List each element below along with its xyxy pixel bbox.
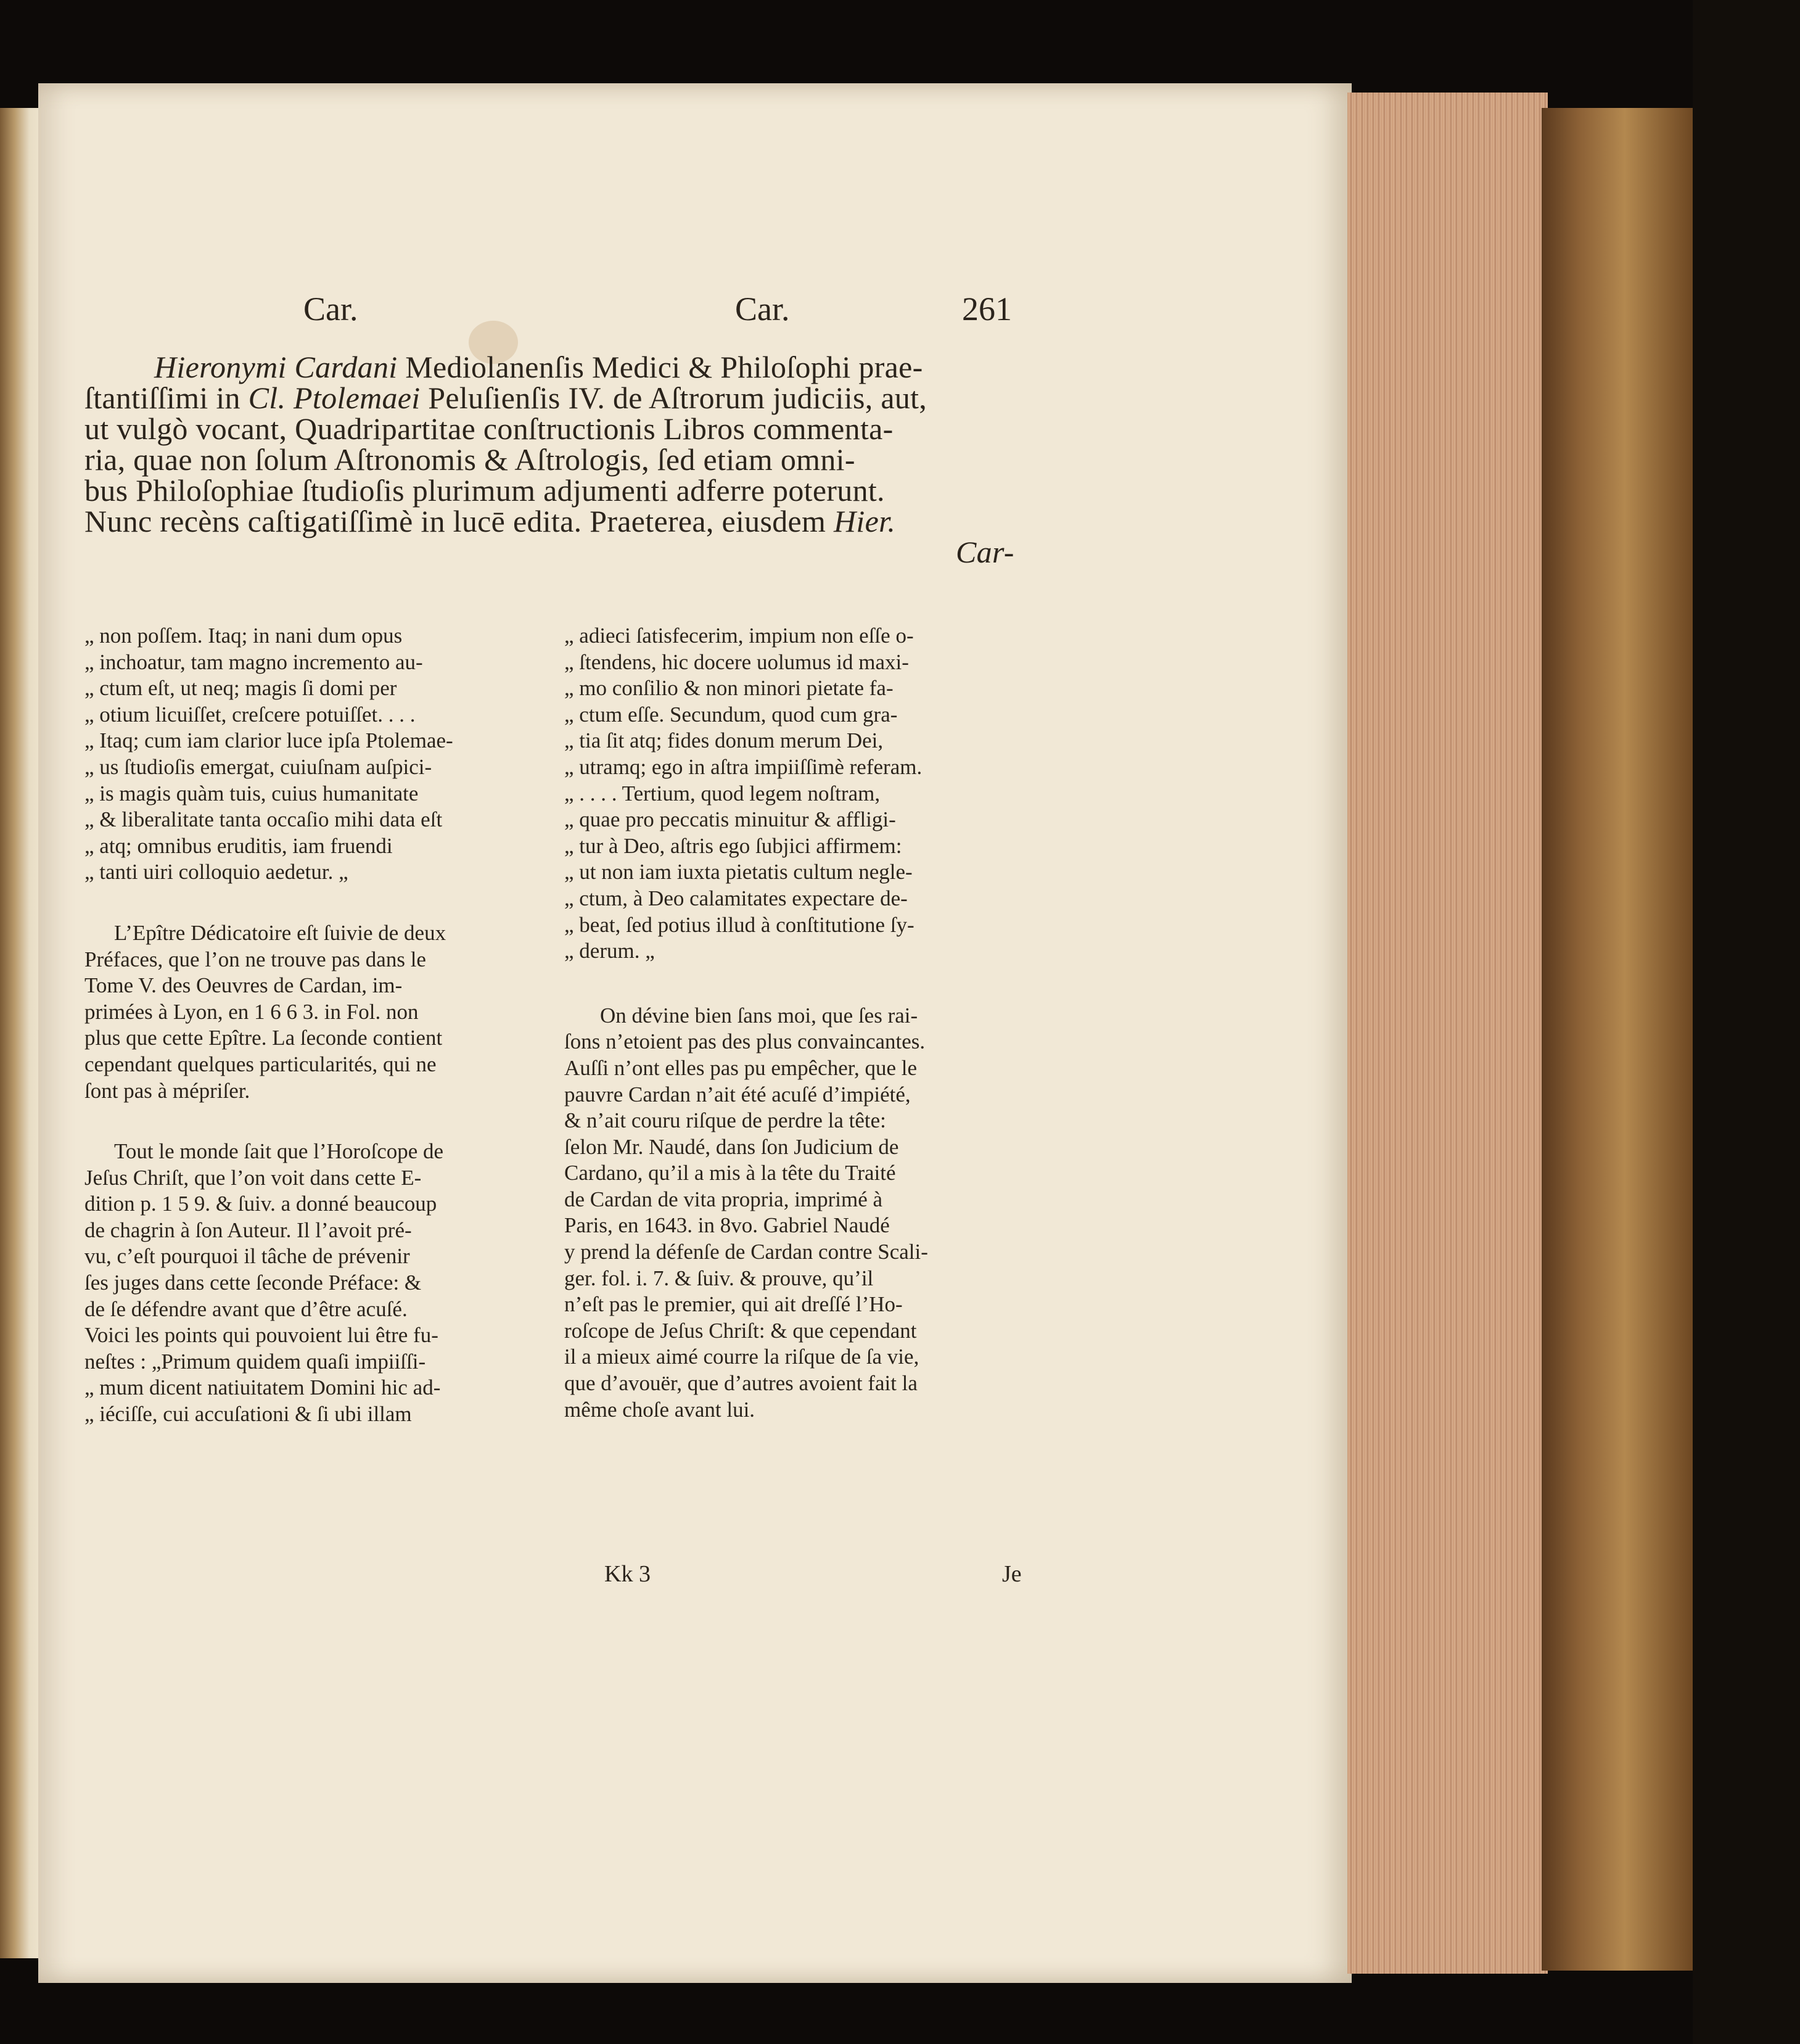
text-line: „ is magis quàm tuis, cuius humanitate	[84, 781, 419, 806]
text-line: „ iéciſſe, cui accuſationi & ſi ubi illam	[84, 1402, 412, 1427]
text-line: „ non poſſem. Itaq; in nani dum opus	[84, 624, 403, 648]
text-line: que d’avouër, que d’autres avoient fait la	[564, 1371, 918, 1396]
page-number: 261	[962, 291, 1012, 328]
text-line: „ ctum, à Deo calamitates expectare de-	[564, 886, 908, 910]
text-line: de chagrin à ſon Auteur. Il l’avoit pré-	[84, 1218, 412, 1242]
paragraph-line-1	[154, 352, 923, 382]
text-line: „ ſtendens, hic docere uolumus id maxi-	[564, 649, 909, 674]
paragraph-line-2	[84, 382, 927, 413]
text-line: pauvre Cardan n’ait été acuſé d’impiété,	[564, 1082, 911, 1106]
text-line: ger. fol. i. 7. & ſuiv. & prouve, qu’il	[564, 1266, 874, 1290]
catchword-bottom: Je	[1002, 1561, 1022, 1587]
text-line: „ adieci ſatisfecerim, impium non eſſe o-	[564, 624, 914, 648]
paragraph-line-6	[84, 506, 895, 537]
text-line: dition p. 1 5 9. & ſuiv. a donné beaucoup	[84, 1192, 437, 1216]
text-line: roſcope de Jeſus Chriſt: & que cependant	[564, 1318, 917, 1343]
page-block-edge	[1347, 93, 1548, 1974]
scan-background	[1693, 0, 1800, 2044]
author-name: Hieronymi Cardani	[154, 350, 398, 384]
text-line: cependant quelques particularités, qui ne	[84, 1052, 437, 1076]
text-line: n’eſt pas le premier, qui ait dreſſé l’Ho-	[564, 1292, 903, 1317]
text-line: „ ut non iam iuxta pietatis cultum negle-	[564, 860, 913, 884]
text-line: même choſe avant lui.	[564, 1397, 755, 1422]
text-line: il a mieux aimé courre la riſque de ſa vie,	[564, 1345, 919, 1369]
text-line: „ quae pro peccatis minuitur & affligi-	[564, 807, 896, 832]
text-line: Paris, en 1643. in 8vo. Gabriel Naudé	[564, 1213, 890, 1238]
text-line: „ tanti uiri colloquio aedetur. „	[84, 860, 348, 884]
right-column	[564, 623, 1030, 1423]
text-line: ſont pas à mépriſer.	[84, 1078, 250, 1103]
text-line: „ tia ſit atq; fides donum merum Dei,	[564, 728, 884, 753]
text-line: ſons n’etoient pas des plus convaincantes.	[564, 1029, 926, 1054]
text-line: „ otium licuiſſet, creſcere potuiſſet. . . .	[84, 702, 416, 727]
left-page-edge	[0, 108, 42, 1958]
text-line: On dévine bien ſans moi, que ſes rai-	[600, 1003, 918, 1028]
text-line: „ ctum eſt, ut neq; magis ſi domi per	[84, 676, 397, 701]
text-line: „ derum. „	[564, 939, 655, 963]
text-segment: Nunc recèns caſtigatiſſimè in lucē edita. Praeterea, eiusdem	[84, 504, 834, 538]
text-line: „ & liberalitate tanta occaſio mihi data eſt	[84, 807, 443, 832]
text-line: „ tur à Deo, aſtris ego ſubjici affirmem:	[564, 833, 902, 858]
running-head-center: Car.	[735, 291, 790, 328]
paragraph-line-4: ria, quae non ſolum Aſtronomis & Aſtrologis, ſed etiam omni-	[84, 442, 855, 477]
text-line: „ Itaq; cum iam clarior luce ipſa Ptolemae-	[84, 728, 453, 753]
text-line: ſelon Mr. Naudé, dans ſon Judicium de	[564, 1134, 899, 1159]
text-line: „ utramq; ego in aſtra impiiſſimè referam.	[564, 754, 923, 779]
text-line: de Cardan de vita propria, imprimé à	[564, 1187, 883, 1211]
text-line: Jeſus Chriſt, que l’on voit dans cette E-	[84, 1165, 422, 1190]
text-line: Auſſi n’ont elles pas pu empêcher, que le	[564, 1055, 918, 1080]
ptolemy-name: Cl. Ptolemaei	[248, 381, 421, 415]
text-line: Voici les points qui pouvoient lui être fu-	[84, 1323, 438, 1348]
text-segment: ſtantiſſimi in	[84, 381, 249, 415]
text-line: „ beat, ſed potius illud à conſtitutione ſy-	[564, 912, 914, 937]
text-line: Tout le monde ſait que l’Horoſcope de	[114, 1139, 444, 1164]
paragraph-line-5: bus Philoſophiae ſtudioſis plurimum adjumenti adferre poterunt.	[84, 473, 885, 508]
left-column	[84, 623, 498, 1428]
text-line: y prend la défenſe de Cardan contre Scali-	[564, 1240, 928, 1264]
text-line: de ſe défendre avant que d’être acuſé.	[84, 1296, 408, 1321]
text-line: primées à Lyon, en 1 6 6 3. in Fol. non	[84, 999, 419, 1024]
text-segment: Mediolanenſis Medici & Philoſophi prae-	[397, 350, 923, 384]
paragraph-line-3: ut vulgò vocant, Quadripartitae conſtructionis Libros commenta-	[84, 411, 894, 446]
text-line: „ mum dicent natiuitatem Domini hic ad-	[84, 1375, 441, 1400]
catchword-top: Car-	[956, 535, 1014, 569]
text-line: ſes juges dans cette ſeconde Préface: &	[84, 1271, 422, 1295]
signature-mark: Kk 3	[604, 1561, 651, 1587]
text-line: „ inchoatur, tam magno incremento au-	[84, 649, 423, 674]
text-line: Cardano, qu’il a mis à la tête du Traité	[564, 1161, 896, 1185]
text-line: plus que cette Epître. La ſeconde contient	[84, 1026, 443, 1050]
text-italic: Hier.	[834, 504, 896, 538]
text-line: vu, c’eſt pourquoi il tâche de prévenir	[84, 1244, 410, 1269]
text-line: Préfaces, que l’on ne trouve pas dans le	[84, 947, 426, 971]
text-line: „ . . . . Tertium, quod legem noſtram,	[564, 781, 881, 806]
book-cover-board	[1542, 108, 1693, 1971]
text-line: Tome V. des Oeuvres de Cardan, im-	[84, 973, 403, 998]
text-line: „ us ſtudioſis emergat, cuiuſnam auſpici-	[84, 754, 432, 779]
text-segment: Peluſienſis IV. de Aſtrorum judiciis, aut,	[420, 381, 927, 415]
text-line: & n’ait couru riſque de perdre la tête:	[564, 1108, 886, 1133]
text-line: „ atq; omnibus eruditis, iam fruendi	[84, 833, 393, 858]
running-head-left: Car.	[303, 291, 358, 328]
text-line: L’Epître Dédicatoire eſt ſuivie de deux	[114, 920, 446, 945]
text-line: „ mo conſilio & non minori pietate fa-	[564, 676, 894, 701]
text-line: neſtes : „Primum quidem quaſi impiiſſi-	[84, 1349, 426, 1374]
text-line: „ ctum eſſe. Secundum, quod cum gra-	[564, 702, 898, 727]
